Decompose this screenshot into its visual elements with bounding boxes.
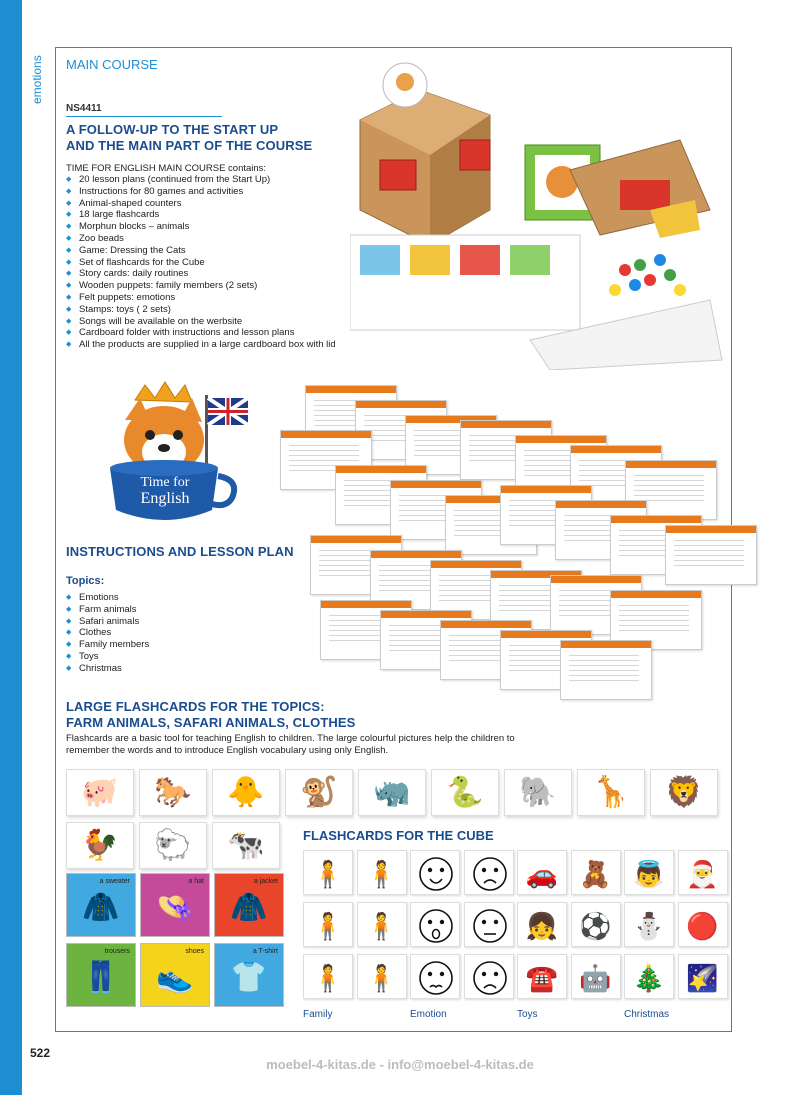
animal-flashcard <box>358 769 426 816</box>
cube-flashcard <box>357 902 407 947</box>
contents-item: ◆ Wooden puppets: family members (2 sets) <box>66 280 336 292</box>
clothes-icon: 👕 <box>230 961 268 994</box>
animal-icon: 🐑 <box>154 828 192 862</box>
product-photo <box>350 60 725 370</box>
cube-flashcard <box>303 954 353 999</box>
clothes-label: trousers <box>104 948 130 955</box>
emotion-face-card <box>410 902 460 947</box>
cube-picture-icon: 🧍 <box>311 963 345 993</box>
code-underline <box>66 116 222 117</box>
product-code: NS4411 <box>66 103 102 114</box>
topic-item: ◆ Clothes <box>66 627 149 639</box>
emotion-face-card <box>410 850 460 895</box>
clothes-icon: 👟 <box>156 961 194 994</box>
contents-item: ◆ Cardboard folder with instructions and lesson plans <box>66 327 336 339</box>
contents-item: ◆ Instructions for 80 games and activities <box>66 186 336 198</box>
lesson-plan-sheets <box>280 385 720 705</box>
lesson-sheet <box>665 525 757 585</box>
animal-flashcard <box>650 769 718 816</box>
contents-item: ◆ 20 lesson plans (continued from the Start Up) <box>66 174 336 186</box>
clothes-flashcard <box>214 943 284 1007</box>
animal-flashcard <box>66 769 134 816</box>
animal-flashcard <box>139 769 207 816</box>
topic-item: ◆ Emotions <box>66 592 149 604</box>
logo-text-line2: English <box>140 490 190 507</box>
clothes-icon: 🧥 <box>82 891 120 924</box>
cube-flashcard <box>357 850 407 895</box>
cube-flashcard <box>678 902 728 947</box>
cube-picture-icon: ⛄ <box>632 911 666 941</box>
cube-picture-icon: 🔴 <box>686 911 719 941</box>
emotion-face-card <box>464 850 514 895</box>
animal-icon: 🦒 <box>592 775 630 809</box>
cube-picture-icon: 🧍 <box>365 963 398 993</box>
cube-flashcard <box>357 954 407 999</box>
topics-label: Topics: <box>66 575 105 587</box>
contents-item: ◆ Animal-shaped counters <box>66 198 336 210</box>
cube-picture-icon: 👼 <box>632 859 666 889</box>
topic-item: ◆ Toys <box>66 651 149 663</box>
cube-flashcard <box>517 954 567 999</box>
animal-flashcard <box>504 769 572 816</box>
contents-item: ◆ Songs will be available on the werbsite <box>66 316 336 328</box>
cube-picture-icon: ☎️ <box>525 963 559 993</box>
cube-flashcard <box>571 954 621 999</box>
cube-picture-icon: 🧍 <box>365 911 398 941</box>
clothes-flashcard <box>66 873 136 937</box>
page-number: 522 <box>30 1046 51 1060</box>
animal-flashcard <box>66 822 134 869</box>
cube-picture-icon: ⚽ <box>579 911 612 941</box>
animal-icon: 🐓 <box>81 828 119 862</box>
topic-item: ◆ Safari animals <box>66 616 149 628</box>
clothes-flashcard <box>140 873 210 937</box>
cube-picture-icon: 🤖 <box>579 963 612 993</box>
animal-flashcard <box>212 822 280 869</box>
contents-list <box>66 174 336 351</box>
worry-face-icon <box>418 959 454 997</box>
emotion-face-card <box>464 902 514 947</box>
cube-flashcard <box>303 902 353 947</box>
footer-contact: moebel-4-kitas.de - info@moebel-4-kitas.de <box>266 1057 534 1072</box>
main-heading-line1: A FOLLOW-UP TO THE START UP <box>66 122 279 137</box>
clothes-icon: 🧥 <box>230 891 268 924</box>
animal-icon: 🐒 <box>300 775 338 809</box>
main-heading-line2: AND THE MAIN PART OF THE COURSE <box>66 138 313 153</box>
cube-flashcard <box>624 902 674 947</box>
cube-flashcard <box>517 902 567 947</box>
contents-item: ◆ Stamps: toys ( 2 sets) <box>66 304 336 316</box>
sad-face-icon <box>472 959 508 997</box>
neutral-face-icon <box>472 907 508 945</box>
topic-item: ◆ Family members <box>66 639 149 651</box>
lesson-sheet <box>560 640 652 700</box>
side-color-bar <box>0 0 22 1095</box>
cube-flashcard <box>624 954 674 999</box>
animal-icon: 🐥 <box>227 775 265 809</box>
flashcards-heading-line2: FARM ANIMALS, SAFARI ANIMALS, CLOTHES <box>66 715 356 730</box>
cube-picture-icon: 🧍 <box>311 859 345 889</box>
side-category-label: emotions <box>30 55 44 104</box>
cube-picture-icon: 🚗 <box>525 859 559 889</box>
contents-item: ◆ Set of flashcards for the Cube <box>66 257 336 269</box>
contents-item: ◆ Morphun blocks – animals <box>66 221 336 233</box>
contents-item: ◆ Game: Dressing the Cats <box>66 245 336 257</box>
flashcards-heading-line1: LARGE FLASHCARDS FOR THE TOPICS: <box>66 699 325 714</box>
instructions-heading: INSTRUCTIONS AND LESSON PLAN <box>66 544 294 559</box>
animal-icon: 🐄 <box>227 828 265 862</box>
cube-picture-icon: 🧸 <box>579 859 612 889</box>
contents-item: ◆ Felt puppets: emotions <box>66 292 336 304</box>
cube-flashcard <box>303 850 353 895</box>
contents-item: ◆ Zoo beads <box>66 233 336 245</box>
emotion-face-card <box>410 954 460 999</box>
animal-flashcard <box>285 769 353 816</box>
cube-flashcard <box>571 902 621 947</box>
caption-christmas: Christmas <box>624 1009 670 1020</box>
caption-family: Family <box>303 1009 333 1020</box>
section-title: MAIN COURSE <box>66 57 158 72</box>
clothes-label: a jacket <box>253 878 278 885</box>
clothes-flashcard <box>214 873 284 937</box>
animal-icon: 🦏 <box>373 775 411 809</box>
happy-face-icon <box>418 855 454 893</box>
clothes-icon: 👖 <box>82 961 120 994</box>
corgi-crown-flag-icon <box>100 380 255 530</box>
contents-intro: TIME FOR ENGLISH MAIN COURSE contains: <box>66 163 267 174</box>
animal-flashcard <box>431 769 499 816</box>
clothes-flashcard <box>140 943 210 1007</box>
time-for-english-logo <box>100 380 255 530</box>
clothes-label: shoes <box>185 948 204 955</box>
topic-item: ◆ Farm animals <box>66 604 149 616</box>
cube-flashcard <box>517 850 567 895</box>
cube-picture-icon: 🧍 <box>311 911 345 941</box>
animal-icon: 🐖 <box>81 775 119 809</box>
cube-picture-icon: 🧍 <box>365 859 398 889</box>
animal-flashcard <box>212 769 280 816</box>
angry-face-icon <box>472 855 508 893</box>
animal-flashcard <box>139 822 207 869</box>
cube-flashcard <box>678 850 728 895</box>
caption-toys: Toys <box>517 1009 538 1020</box>
animal-icon: 🐍 <box>446 775 484 809</box>
cube-picture-icon: 🎅 <box>686 859 719 889</box>
contents-item: ◆ Story cards: daily routines <box>66 268 336 280</box>
flashcards-description: Flashcards are a basic tool for teaching English to children. The large colourful pictures help the children to remember the words and to introduce English vocabulary using only English. <box>66 733 515 756</box>
cube-flashcard <box>624 850 674 895</box>
contents-item: ◆ All the products are supplied in a large cardboard box with lid <box>66 339 336 351</box>
emotion-face-card <box>464 954 514 999</box>
topic-item: ◆ Christmas <box>66 663 149 675</box>
caption-emotion: Emotion <box>410 1009 447 1020</box>
clothes-flashcard <box>66 943 136 1007</box>
cube-picture-icon: 🌠 <box>686 963 719 993</box>
animal-icon: 🐎 <box>154 775 192 809</box>
cube-flashcard <box>571 850 621 895</box>
animal-flashcard <box>577 769 645 816</box>
clothes-label: a T-shirt <box>252 948 278 955</box>
animal-icon: 🐘 <box>519 775 557 809</box>
cube-picture-icon: 👧 <box>525 911 559 941</box>
contents-item: ◆ 18 large flashcards <box>66 209 336 221</box>
cube-picture-icon: 🎄 <box>632 963 666 993</box>
cube-flashcard <box>678 954 728 999</box>
cube-heading: FLASHCARDS FOR THE CUBE <box>303 828 494 843</box>
animal-icon: 🦁 <box>665 775 703 809</box>
clothes-icon: 👒 <box>156 891 194 924</box>
topics-list <box>66 592 149 675</box>
clothes-label: a hat <box>188 878 204 885</box>
shock-face-icon <box>418 907 454 945</box>
logo-text-line1: Time for <box>140 475 190 490</box>
clothes-label: a sweater <box>99 878 130 885</box>
